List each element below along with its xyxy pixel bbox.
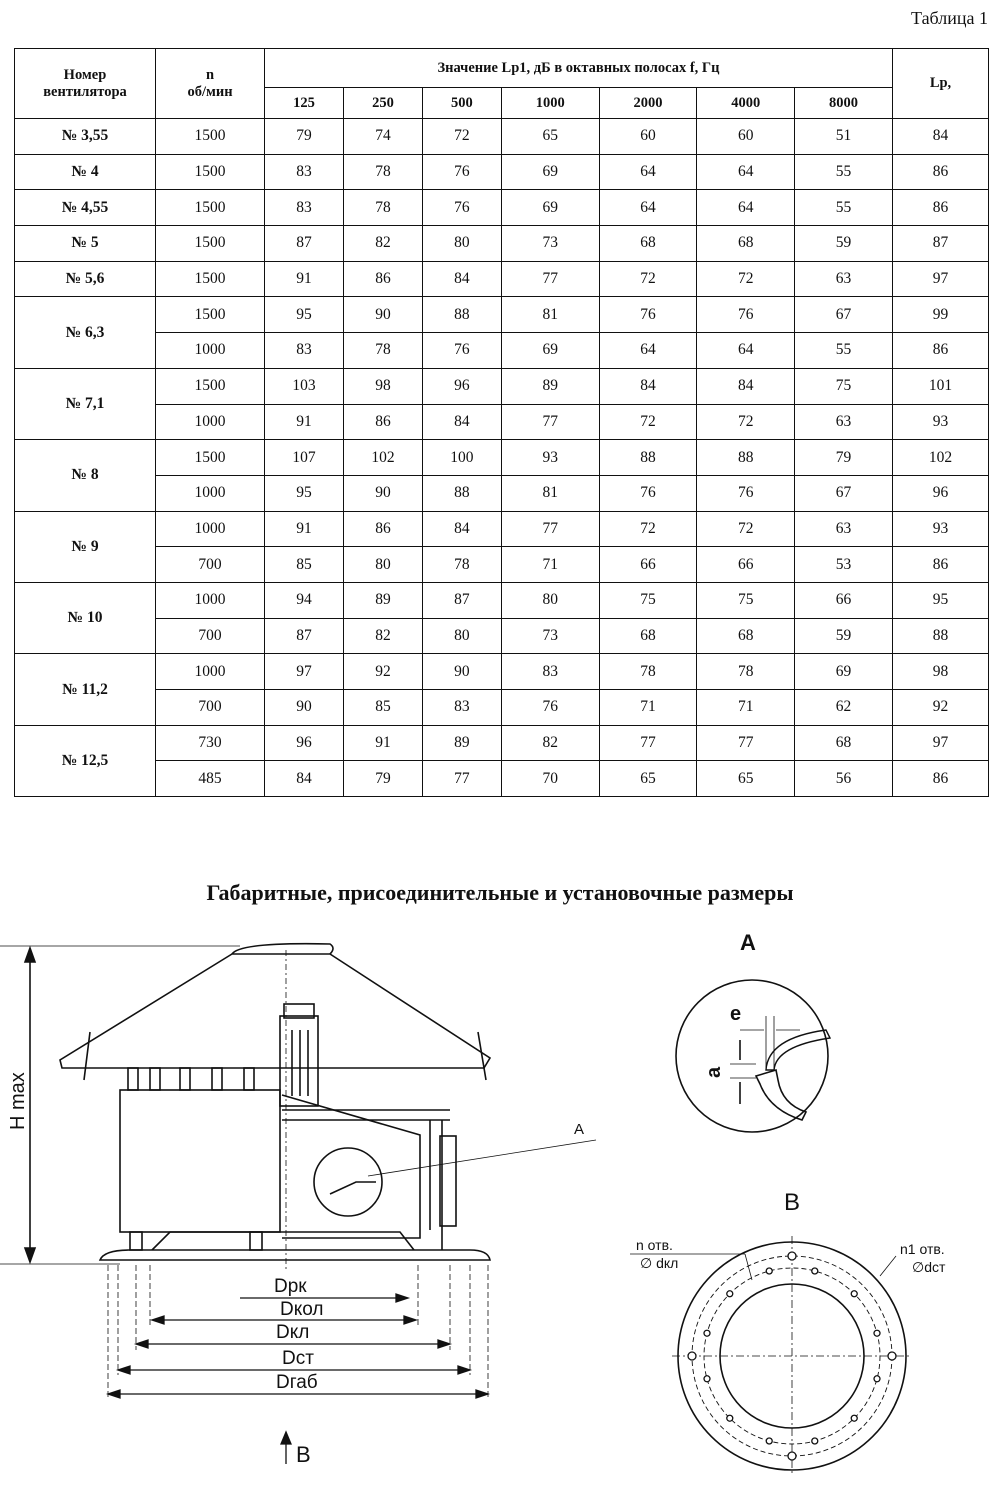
octave-value-cell: 82 xyxy=(501,725,599,761)
total-lp-cell: 102 xyxy=(893,440,989,476)
octave-value-cell: 87 xyxy=(265,226,344,262)
octave-value-cell: 63 xyxy=(795,261,893,297)
mount-hole xyxy=(851,1415,857,1421)
octave-value-cell: 86 xyxy=(343,404,422,440)
base-hole xyxy=(788,1452,796,1460)
octave-value-cell: 84 xyxy=(422,261,501,297)
octave-value-cell: 63 xyxy=(795,404,893,440)
speed-cell: 1500 xyxy=(156,368,265,404)
octave-value-cell: 89 xyxy=(343,582,422,618)
table-row xyxy=(15,404,989,440)
table-body xyxy=(15,119,989,797)
fan-number-cell: № 10 xyxy=(15,582,156,653)
speed-cell: 485 xyxy=(156,761,265,797)
mount-hole xyxy=(812,1438,818,1444)
fan-number-cell: № 4,55 xyxy=(15,190,156,226)
total-lp-cell: 98 xyxy=(893,654,989,690)
base-hole xyxy=(688,1352,696,1360)
speed-cell: 1500 xyxy=(156,440,265,476)
octave-value-cell: 66 xyxy=(599,547,697,583)
octave-value-cell: 55 xyxy=(795,154,893,190)
mount-hole xyxy=(851,1291,857,1297)
octave-value-cell: 96 xyxy=(422,368,501,404)
octave-value-cell: 78 xyxy=(343,333,422,369)
speed-cell: 700 xyxy=(156,618,265,654)
octave-value-cell: 77 xyxy=(501,261,599,297)
speed-cell: 1500 xyxy=(156,190,265,226)
octave-value-cell: 69 xyxy=(501,190,599,226)
header-freq-250: 250 xyxy=(343,88,422,119)
table-row xyxy=(15,654,989,690)
header-freq-125: 125 xyxy=(265,88,344,119)
octave-value-cell: 84 xyxy=(599,368,697,404)
detail-a-view xyxy=(676,980,830,1132)
octave-value-cell: 63 xyxy=(795,511,893,547)
table-row xyxy=(15,511,989,547)
octave-value-cell: 75 xyxy=(697,582,795,618)
octave-value-cell: 51 xyxy=(795,119,893,155)
speed-cell: 730 xyxy=(156,725,265,761)
octave-value-cell: 65 xyxy=(697,761,795,797)
octave-value-cell: 102 xyxy=(343,440,422,476)
octave-value-cell: 73 xyxy=(501,618,599,654)
octave-value-cell: 76 xyxy=(422,154,501,190)
total-lp-cell: 84 xyxy=(893,119,989,155)
octave-value-cell: 71 xyxy=(501,547,599,583)
octave-value-cell: 65 xyxy=(599,761,697,797)
octave-value-cell: 97 xyxy=(265,654,344,690)
octave-value-cell: 91 xyxy=(265,511,344,547)
octave-value-cell: 68 xyxy=(599,226,697,262)
octave-value-cell: 77 xyxy=(501,511,599,547)
octave-value-cell: 76 xyxy=(697,475,795,511)
table-row xyxy=(15,368,989,404)
octave-value-cell: 60 xyxy=(697,119,795,155)
dimension-drawing xyxy=(0,920,1000,1501)
total-lp-cell: 92 xyxy=(893,690,989,726)
header-fan-number: Номер вентилятора xyxy=(15,49,156,119)
octave-value-cell: 77 xyxy=(501,404,599,440)
octave-value-cell: 76 xyxy=(599,297,697,333)
octave-value-cell: 78 xyxy=(343,154,422,190)
octave-value-cell: 88 xyxy=(422,475,501,511)
table-row xyxy=(15,547,989,583)
header-octave-group: Значение Lp1, дБ в октавных полосах f, Гц xyxy=(265,49,893,88)
table-row xyxy=(15,618,989,654)
total-lp-cell: 93 xyxy=(893,511,989,547)
octave-value-cell: 84 xyxy=(422,404,501,440)
octave-value-cell: 81 xyxy=(501,475,599,511)
octave-value-cell: 53 xyxy=(795,547,893,583)
speed-cell: 1500 xyxy=(156,119,265,155)
speed-cell: 1500 xyxy=(156,154,265,190)
holes-n-diameter: ∅ dкл xyxy=(640,1255,679,1271)
octave-value-cell: 94 xyxy=(265,582,344,618)
octave-value-cell: 72 xyxy=(422,119,501,155)
octave-value-cell: 90 xyxy=(343,475,422,511)
total-lp-cell: 86 xyxy=(893,333,989,369)
octave-value-cell: 79 xyxy=(343,761,422,797)
fan-number-cell: № 7,1 xyxy=(15,368,156,439)
octave-value-cell: 93 xyxy=(501,440,599,476)
octave-value-cell: 87 xyxy=(422,582,501,618)
octave-value-cell: 96 xyxy=(265,725,344,761)
detail-e-label: e xyxy=(730,1003,742,1025)
octave-value-cell: 69 xyxy=(501,154,599,190)
speed-cell: 1000 xyxy=(156,475,265,511)
octave-value-cell: 83 xyxy=(265,190,344,226)
table-row xyxy=(15,690,989,726)
octave-value-cell: 76 xyxy=(697,297,795,333)
octave-value-cell: 95 xyxy=(265,475,344,511)
table-caption: Таблица 1 xyxy=(911,8,988,28)
octave-value-cell: 71 xyxy=(599,690,697,726)
octave-value-cell: 78 xyxy=(422,547,501,583)
fan-number-cell: № 6,3 xyxy=(15,297,156,368)
holes-n-label: n отв. xyxy=(636,1237,673,1253)
octave-value-cell: 84 xyxy=(697,368,795,404)
octave-value-cell: 66 xyxy=(697,547,795,583)
detail-a-title: A xyxy=(740,930,756,955)
octave-value-cell: 90 xyxy=(265,690,344,726)
header-freq-1000: 1000 xyxy=(501,88,599,119)
total-lp-cell: 86 xyxy=(893,761,989,797)
octave-value-cell: 75 xyxy=(599,582,697,618)
octave-value-cell: 71 xyxy=(697,690,795,726)
mount-hole xyxy=(812,1268,818,1274)
octave-value-cell: 78 xyxy=(343,190,422,226)
holes-n1-diameter: ∅dст xyxy=(912,1259,946,1275)
octave-value-cell: 72 xyxy=(599,511,697,547)
octave-value-cell: 82 xyxy=(343,226,422,262)
table-row xyxy=(15,582,989,618)
speed-cell: 700 xyxy=(156,690,265,726)
octave-value-cell: 89 xyxy=(501,368,599,404)
octave-value-cell: 79 xyxy=(795,440,893,476)
fan-number-cell: № 5 xyxy=(15,226,156,262)
octave-value-cell: 80 xyxy=(422,226,501,262)
dim-drk: Dрк xyxy=(274,1276,307,1297)
octave-value-cell: 79 xyxy=(265,119,344,155)
total-lp-cell: 86 xyxy=(893,547,989,583)
octave-value-cell: 68 xyxy=(697,618,795,654)
octave-value-cell: 90 xyxy=(343,297,422,333)
dim-dkl: Dкл xyxy=(276,1322,310,1343)
base-hole xyxy=(888,1352,896,1360)
total-lp-cell: 97 xyxy=(893,725,989,761)
header-freq-4000: 4000 xyxy=(697,88,795,119)
octave-value-cell: 95 xyxy=(265,297,344,333)
octave-value-cell: 82 xyxy=(343,618,422,654)
mount-hole xyxy=(727,1291,733,1297)
total-lp-cell: 96 xyxy=(893,475,989,511)
octave-value-cell: 70 xyxy=(501,761,599,797)
octave-value-cell: 62 xyxy=(795,690,893,726)
dim-dkol: Dкол xyxy=(280,1299,324,1320)
octave-value-cell: 88 xyxy=(697,440,795,476)
octave-value-cell: 64 xyxy=(697,333,795,369)
fan-number-cell: № 9 xyxy=(15,511,156,582)
speed-cell: 1500 xyxy=(156,226,265,262)
noise-table xyxy=(14,48,989,797)
octave-value-cell: 76 xyxy=(501,690,599,726)
octave-value-cell: 55 xyxy=(795,190,893,226)
header-freq-8000: 8000 xyxy=(795,88,893,119)
octave-value-cell: 80 xyxy=(343,547,422,583)
octave-value-cell: 88 xyxy=(599,440,697,476)
fan-number-cell: № 3,55 xyxy=(15,119,156,155)
fan-number-cell: № 4 xyxy=(15,154,156,190)
octave-value-cell: 84 xyxy=(422,511,501,547)
total-lp-cell: 101 xyxy=(893,368,989,404)
total-lp-cell: 97 xyxy=(893,261,989,297)
speed-cell: 700 xyxy=(156,547,265,583)
octave-value-cell: 89 xyxy=(422,725,501,761)
holes-n1-label: n1 отв. xyxy=(900,1241,945,1257)
octave-value-cell: 72 xyxy=(697,261,795,297)
octave-value-cell: 80 xyxy=(422,618,501,654)
octave-value-cell: 91 xyxy=(343,725,422,761)
octave-value-cell: 76 xyxy=(599,475,697,511)
octave-value-cell: 103 xyxy=(265,368,344,404)
octave-value-cell: 77 xyxy=(422,761,501,797)
octave-value-cell: 64 xyxy=(599,190,697,226)
total-lp-cell: 88 xyxy=(893,618,989,654)
header-freq-500: 500 xyxy=(422,88,501,119)
octave-value-cell: 69 xyxy=(501,333,599,369)
mount-hole xyxy=(766,1438,772,1444)
octave-value-cell: 72 xyxy=(697,404,795,440)
octave-value-cell: 77 xyxy=(599,725,697,761)
mount-hole xyxy=(874,1376,880,1382)
octave-value-cell: 64 xyxy=(697,154,795,190)
octave-value-cell: 64 xyxy=(599,154,697,190)
octave-value-cell: 67 xyxy=(795,475,893,511)
header-speed: n об/мин xyxy=(156,49,265,119)
dim-dgab: Dгаб xyxy=(276,1372,318,1393)
octave-value-cell: 80 xyxy=(501,582,599,618)
total-lp-cell: 86 xyxy=(893,154,989,190)
octave-value-cell: 88 xyxy=(422,297,501,333)
octave-value-cell: 56 xyxy=(795,761,893,797)
header-total-lp: Lp, xyxy=(893,49,989,119)
octave-value-cell: 86 xyxy=(343,511,422,547)
octave-value-cell: 64 xyxy=(697,190,795,226)
table-row xyxy=(15,475,989,511)
speed-cell: 1000 xyxy=(156,654,265,690)
octave-value-cell: 83 xyxy=(501,654,599,690)
total-lp-cell: 99 xyxy=(893,297,989,333)
mount-hole xyxy=(766,1268,772,1274)
total-lp-cell: 93 xyxy=(893,404,989,440)
octave-value-cell: 76 xyxy=(422,333,501,369)
table-row xyxy=(15,333,989,369)
octave-value-cell: 78 xyxy=(697,654,795,690)
fan-number-cell: № 8 xyxy=(15,440,156,511)
octave-value-cell: 72 xyxy=(599,261,697,297)
octave-value-cell: 60 xyxy=(599,119,697,155)
octave-value-cell: 65 xyxy=(501,119,599,155)
octave-value-cell: 72 xyxy=(697,511,795,547)
base-hole xyxy=(788,1252,796,1260)
speed-cell: 1000 xyxy=(156,511,265,547)
octave-value-cell: 85 xyxy=(265,547,344,583)
octave-value-cell: 68 xyxy=(697,226,795,262)
table-row xyxy=(15,440,989,476)
speed-cell: 1000 xyxy=(156,582,265,618)
table-row xyxy=(15,190,989,226)
octave-value-cell: 64 xyxy=(599,333,697,369)
table-row xyxy=(15,261,989,297)
octave-value-cell: 86 xyxy=(343,261,422,297)
octave-value-cell: 100 xyxy=(422,440,501,476)
hmax-label: H max xyxy=(7,1072,29,1130)
octave-value-cell: 77 xyxy=(697,725,795,761)
fan-number-cell: № 5,6 xyxy=(15,261,156,297)
octave-value-cell: 74 xyxy=(343,119,422,155)
octave-value-cell: 87 xyxy=(265,618,344,654)
dim-dst: Dст xyxy=(282,1348,314,1369)
octave-value-cell: 91 xyxy=(265,261,344,297)
octave-value-cell: 85 xyxy=(343,690,422,726)
speed-cell: 1500 xyxy=(156,261,265,297)
octave-value-cell: 68 xyxy=(795,725,893,761)
octave-value-cell: 83 xyxy=(422,690,501,726)
octave-value-cell: 59 xyxy=(795,226,893,262)
view-b-title: B xyxy=(784,1189,801,1216)
octave-value-cell: 69 xyxy=(795,654,893,690)
section-title: Габаритные, присоединительные и установочные размеры xyxy=(206,880,794,905)
fan-number-cell: № 11,2 xyxy=(15,654,156,725)
octave-value-cell: 67 xyxy=(795,297,893,333)
total-lp-cell: 95 xyxy=(893,582,989,618)
table-row xyxy=(15,119,989,155)
mount-hole xyxy=(727,1415,733,1421)
speed-cell: 1000 xyxy=(156,404,265,440)
table-row xyxy=(15,725,989,761)
octave-value-cell: 90 xyxy=(422,654,501,690)
mount-hole xyxy=(874,1330,880,1336)
mount-hole xyxy=(704,1330,710,1336)
table-row xyxy=(15,154,989,190)
table-row xyxy=(15,297,989,333)
label-a: A xyxy=(574,1121,585,1138)
octave-value-cell: 73 xyxy=(501,226,599,262)
octave-value-cell: 98 xyxy=(343,368,422,404)
octave-value-cell: 76 xyxy=(422,190,501,226)
octave-value-cell: 84 xyxy=(265,761,344,797)
total-lp-cell: 86 xyxy=(893,190,989,226)
speed-cell: 1500 xyxy=(156,297,265,333)
octave-value-cell: 55 xyxy=(795,333,893,369)
octave-value-cell: 72 xyxy=(599,404,697,440)
total-lp-cell: 87 xyxy=(893,226,989,262)
octave-value-cell: 107 xyxy=(265,440,344,476)
octave-value-cell: 68 xyxy=(599,618,697,654)
speed-cell: 1000 xyxy=(156,333,265,369)
octave-value-cell: 81 xyxy=(501,297,599,333)
fan-number-cell: № 12,5 xyxy=(15,725,156,796)
octave-value-cell: 83 xyxy=(265,333,344,369)
view-b-arrow-label: B xyxy=(296,1442,311,1467)
table-row xyxy=(15,226,989,262)
octave-value-cell: 66 xyxy=(795,582,893,618)
octave-value-cell: 75 xyxy=(795,368,893,404)
table-row xyxy=(15,761,989,797)
octave-value-cell: 83 xyxy=(265,154,344,190)
mount-hole xyxy=(704,1376,710,1382)
detail-a-dim-label: a xyxy=(703,1066,725,1078)
octave-value-cell: 78 xyxy=(599,654,697,690)
octave-value-cell: 59 xyxy=(795,618,893,654)
octave-value-cell: 91 xyxy=(265,404,344,440)
header-freq-2000: 2000 xyxy=(599,88,697,119)
octave-value-cell: 92 xyxy=(343,654,422,690)
